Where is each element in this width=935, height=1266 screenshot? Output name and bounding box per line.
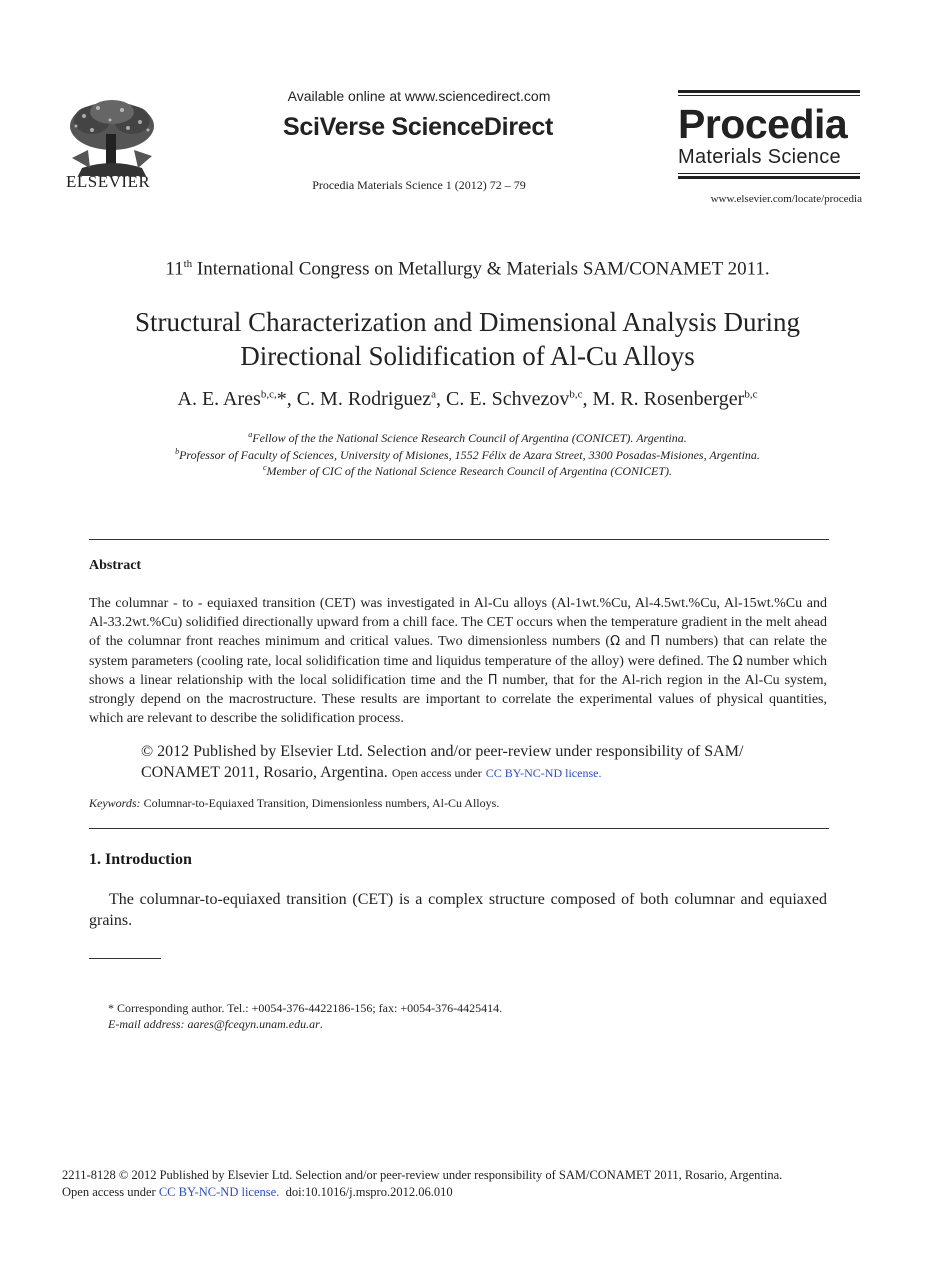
affiliation-mark: a — [248, 430, 253, 439]
paper-title — [60, 305, 875, 373]
journal-brand-logo — [678, 90, 860, 179]
introduction-text: The columnar-to-equiaxed transition (CET) is a complex structure composed of both columnar and equiaxed grains. — [89, 891, 827, 929]
author-separator: , — [436, 388, 447, 410]
keywords-label: Keywords: — [89, 796, 141, 810]
corresponding-author-footnote: * Corresponding author. Tel.: +0054-376-4422186-156; fax: +0054-376-4425414. — [108, 1001, 503, 1015]
abstract-segment: numbers) that can relate the system parameters (cooling rate, local solidification time and liquidus temperature of the alloy) were defined. The — [89, 634, 828, 669]
omega-symbol: Ω — [732, 653, 743, 669]
pi-symbol: Π — [487, 672, 498, 688]
corresponding-star: * — [276, 388, 287, 410]
open-access-line — [62, 1185, 453, 1200]
copyright-statement — [141, 741, 781, 784]
author-affiliation-marks: b,c, — [260, 388, 277, 401]
congress-number: 11 — [165, 258, 184, 280]
affiliation-text: Professor of Faculty of Sciences, University of Misiones, 1552 Félix de Azara Street, 3300 Posadas-Misiones, Argentina. — [179, 448, 760, 462]
keywords-text: Columnar-to-Equiaxed Transition, Dimensionless numbers, Al-Cu Alloys. — [140, 796, 500, 810]
author-separator: , — [582, 388, 593, 410]
keywords — [89, 796, 499, 811]
affiliation-text: Member of CIC of the National Science Research Council of Argentina (CONICET). — [266, 464, 673, 478]
email-end: . — [319, 1017, 323, 1031]
abstract-text — [89, 594, 827, 728]
author-name: C. E. Schvezov — [446, 388, 570, 410]
open-access-label: Open access under — [391, 766, 482, 780]
paper-title-line-1: Structural Characterization and Dimensional Analysis During — [134, 307, 801, 337]
author-affiliation-marks: b,c — [569, 388, 583, 401]
doi-text[interactable]: doi:10.1016/j.mspro.2012.06.010 — [285, 1185, 453, 1199]
congress-line — [0, 258, 935, 280]
license-link[interactable]: CC BY-NC-ND license. — [158, 1185, 280, 1199]
email-label: E-mail address: — [108, 1017, 185, 1031]
author-name: M. R. Rosenberger — [592, 388, 745, 410]
abstract-heading: Abstract — [89, 558, 142, 573]
introduction-heading: 1. Introduction — [89, 851, 192, 868]
affiliation-a — [0, 430, 935, 446]
publisher-name: ELSEVIER — [66, 172, 151, 191]
abstract-segment: number which shows a linear relationship with the local solidification time and the — [89, 653, 827, 688]
brand-rule-bottom — [678, 176, 860, 179]
affiliation-text: Fellow of the the National Science Research Council of Argentina (CONICET). Argentina. — [252, 431, 687, 445]
journal-brand: Procedia — [678, 101, 848, 147]
abstract-segment: number, that for the Al-rich region in the Al-Cu system, strongly depend on the macrostructure. These results are important to correlate the experimental values of physical quantities, which are relevant to describe the solidification process. — [89, 672, 827, 727]
author-separator: , — [286, 388, 297, 410]
journal-citation: Procedia Materials Science 1 (2012) 72 – 79 — [312, 178, 526, 192]
brand-rule-bottom-thin — [678, 173, 860, 174]
author-list — [0, 388, 935, 411]
omega-symbol: Ω — [610, 634, 621, 650]
platform-name: SciVerse ScienceDirect — [283, 113, 553, 141]
journal-subbrand: Materials Science — [678, 146, 841, 168]
issn-copyright-line: 2211-8128 © 2012 Published by Elsevier Ltd. Selection and/or peer-review under responsibility of SAM/CONAMET 2011, Rosario, Argentina. — [62, 1168, 783, 1182]
email-address[interactable]: aares@fceqyn.unam.edu.ar — [187, 1017, 320, 1031]
pi-symbol: Π — [650, 634, 661, 650]
divider-bottom — [89, 828, 829, 829]
affiliation-c — [0, 463, 935, 479]
brand-rule-top — [678, 90, 860, 93]
author-name: C. M. Rodriguez — [296, 388, 432, 410]
copyright-text: © 2012 Published by Elsevier Ltd. Selection and/or peer-review under responsibility of SAM/ CONAMET 2011, Rosario, Argentina. — [141, 743, 744, 781]
available-online-text: Available online at www.sciencedirect.com — [287, 88, 551, 104]
affiliation-b — [0, 447, 935, 463]
congress-ordinal: th — [183, 258, 193, 270]
divider-top — [89, 539, 829, 540]
author-affiliation-marks: a — [431, 388, 437, 401]
affiliation-mark: c — [262, 463, 267, 472]
open-access-label: Open access under — [62, 1185, 159, 1199]
author-name: A. E. Ares — [177, 388, 261, 410]
congress-name: International Congress on Metallurgy & Materials SAM/CONAMET 2011. — [192, 258, 770, 280]
brand-rule-top-thin — [678, 95, 860, 96]
affiliation-mark: b — [175, 447, 180, 456]
footnote-rule — [89, 958, 161, 959]
abstract-segment: The columnar - to - equiaxed transition (CET) was investigated in Al-Cu alloys (Al-1wt.%Cu, Al-4.5wt.%Cu, Al-15wt.%Cu and Al-33.2wt.%Cu) solidified directionally upward from a chill face. The CET occurs when the temperature gradient in the melt ahead of the columnar front reaches minimum and critical values. Two dimensionless numbers ( — [89, 596, 827, 650]
paper-title-line-2: Directional Solidification of Al-Cu Alloys — [240, 341, 695, 371]
author-affiliation-marks: b,c — [744, 388, 758, 401]
email-footnote — [108, 1017, 323, 1032]
journal-url[interactable]: www.elsevier.com/locate/procedia — [710, 193, 862, 205]
abstract-segment: and — [620, 634, 651, 650]
license-link[interactable]: CC BY-NC-ND license. — [485, 766, 602, 780]
